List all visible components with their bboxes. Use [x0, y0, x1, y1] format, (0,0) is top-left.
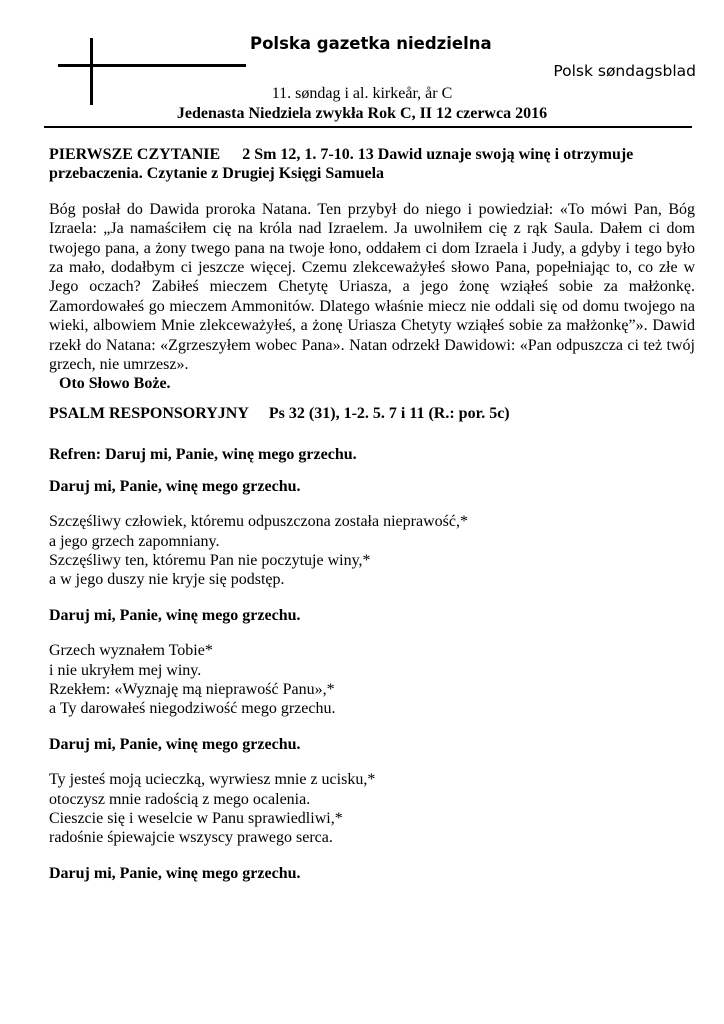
newsletter-title-norwegian: Polsk søndagsblad — [553, 62, 696, 80]
first-reading-text: Bóg posłał do Dawida proroka Natana. Ten przybył do niego i powiedział: «To mówi Pan, Bóg Izraela: „Ja namaściłem cię na króla nad Izraelem. Ja uwolniłem cię z rąk Saula. Dałem ci dom twojego pana, a żony twego pana na twoje łono, oddałem ci dom Izraela i Judy, a gdyby i tego było za mało, dodałbym ci jeszcze więcej. Czemu zlekceważyłeś słowo Pana, popełniając to, co złe w Jego oczach? Zabiłeś mieczem Chetytę Uriasza, a jego żonę wziąłeś sobie za małżonkę. Zamordowałeś go mieczem Ammonitów. Dlatego właśnie miecz nie oddali się od domu twojego na wieki, albowiem Mnie zlekceważyłeś, a żonę Uriasza Chetyty wziąłeś sobie za małżonkę”». Dawid rzekł do Natana: «Zgrzeszyłem wobec Pana». Natan odrzekł Dawidowi: «Pan odpuszcza ci też twój grzech, nie umrzesz». — [49, 200, 695, 374]
psalm-refrain: Daruj mi, Panie, winę mego grzechu. — [49, 477, 301, 495]
document-body — [49, 145, 695, 883]
stanza-line: Rzekłem: «Wyznaję mą nieprawość Panu»,* — [49, 680, 335, 698]
psalm-heading — [49, 404, 695, 423]
stanza-line: a jego grzech zapomniany. — [49, 532, 220, 550]
stanza-line: radośnie śpiewajcie wszyscy prawego serca. — [49, 829, 333, 847]
header-divider — [44, 126, 692, 128]
psalm-refrain: Daruj mi, Panie, winę mego grzechu. — [49, 735, 301, 753]
stanza-line: Ty jesteś moją ucieczką, wyrwiesz mnie z ucisku,* — [49, 771, 376, 789]
liturgical-date-norwegian: 11. søndag i al. kirkeår, år C — [271, 85, 453, 102]
first-reading-heading — [49, 145, 695, 164]
psalm-label: PSALM RESPONSORYJNY — [49, 404, 249, 422]
first-reading-label: PIERWSZE CZYTANIE — [49, 146, 221, 163]
newsletter-title-polish: Polska gazetka niedzielna — [250, 34, 492, 53]
psalm-reference: Ps 32 (31), 1-2. 5. 7 i 11 (R.: por. 5c) — [268, 404, 510, 422]
stanza-line: i nie ukryłem mej winy. — [49, 661, 202, 679]
psalm-refrain-label: Refren: Daruj mi, Panie, winę mego grzechu. — [49, 446, 357, 464]
psalm-stanza-1 — [49, 512, 695, 590]
cross-horizontal-line — [58, 64, 246, 67]
stanza-line: Grzech wyznałem Tobie* — [49, 642, 213, 660]
psalm-stanza-2 — [49, 641, 695, 719]
first-reading-reference-cont: przebaczenia. Czytanie z Drugiej Księgi Samuela — [49, 165, 385, 183]
liturgical-date-polish: Jedenasta Niedziela zwykła Rok C, II 12 czerwca 2016 — [176, 105, 548, 122]
stanza-line: otoczysz mnie radością z mego ocalenia. — [49, 790, 311, 808]
first-reading-closing: Oto Słowo Boże. — [59, 375, 171, 393]
psalm-refrain: Daruj mi, Panie, winę mego grzechu. — [49, 864, 301, 882]
stanza-line: Szczęśliwy ten, któremu Pan nie poczytuje winy,* — [49, 551, 371, 569]
stanza-line: a Ty darowałeś niegodziwość mego grzechu. — [49, 700, 336, 718]
psalm-stanza-3 — [49, 770, 695, 848]
stanza-line: Szczęśliwy człowiek, któremu odpuszczona została nieprawość,* — [49, 513, 468, 531]
psalm-refrain: Daruj mi, Panie, winę mego grzechu. — [49, 606, 301, 624]
stanza-line: Cieszcie się i weselcie w Panu sprawiedliwi,* — [49, 809, 343, 827]
first-reading-reference: 2 Sm 12, 1. 7-10. 13 Dawid uznaje swoją winę i otrzymuje — [242, 146, 634, 163]
stanza-line: a w jego duszy nie kryje się podstęp. — [49, 571, 285, 589]
